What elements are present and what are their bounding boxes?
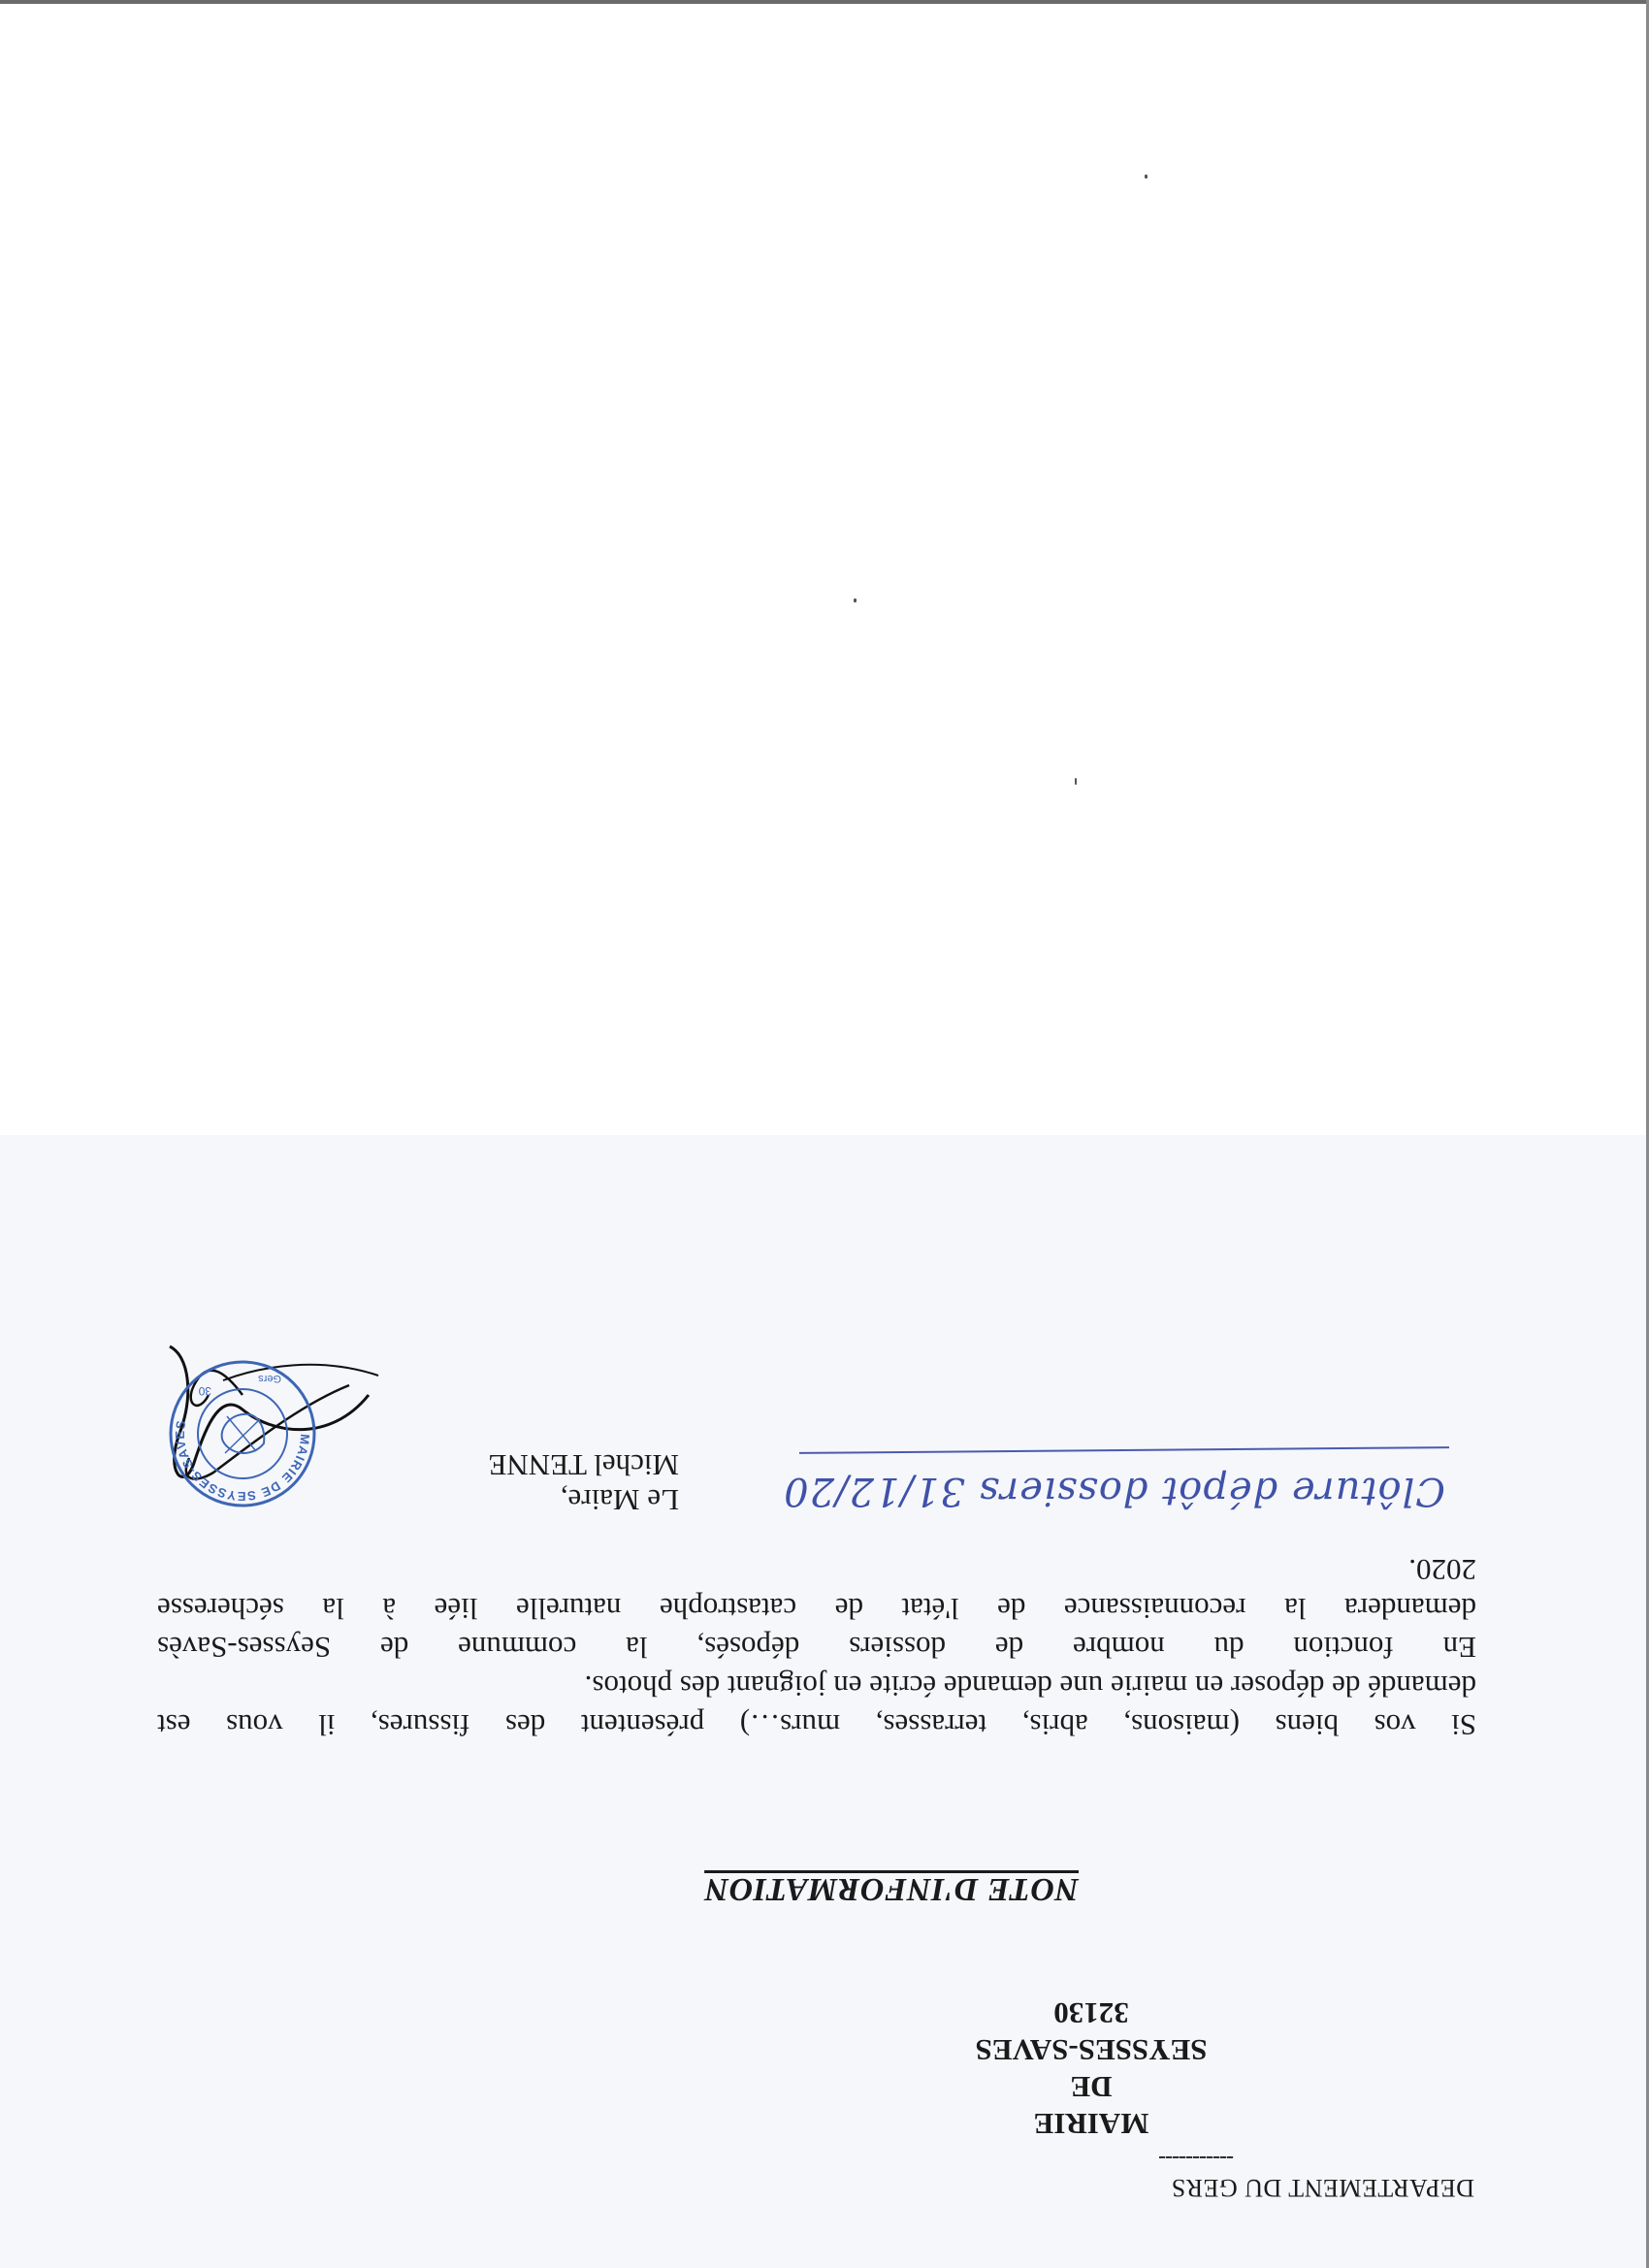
- mairie-line: DE: [1070, 2070, 1113, 2104]
- body-line: 2020.: [1408, 1553, 1476, 1587]
- department-heading: DEPARTEMENT DU GERS: [1171, 2174, 1474, 2202]
- body-line: En fonction du nombre de dossiers déposés, la commune de Seysses-Savès: [157, 1631, 1476, 1665]
- handwritten-underline: [799, 1446, 1449, 1454]
- body-line: Si vos biens (maisons, abris, terrasses, murs…) présentent des fissures, il vous est: [157, 1708, 1476, 1742]
- stamp-number: 30: [198, 1384, 211, 1398]
- mairie-line: MAIRIE: [1033, 2107, 1149, 2141]
- handwritten-note: Clôture dépôt dossiers 31/12/20: [783, 1469, 1445, 1513]
- postcode: 32130: [1053, 1996, 1129, 2030]
- body-text: [157, 1550, 1476, 1744]
- stamp-region: Gers: [258, 1373, 281, 1384]
- document-title: NOTE D'INFORMATION: [704, 1871, 1079, 1907]
- mairie-stamp: [165, 1356, 320, 1511]
- svg-text:MAIRIE DE SEYSSES-SAVES: [173, 1419, 312, 1505]
- separator: -----------: [1159, 2146, 1234, 2171]
- mairie-address: [863, 1994, 1319, 2142]
- mairie-line: SEYSSES-SAVES: [975, 2033, 1208, 2067]
- signatory-role: Le Maire,: [560, 1483, 679, 1517]
- body-line: demandé de déposer en mairie une demande écrite en joignant des photos.: [584, 1669, 1476, 1703]
- signatory-name: Michel TENNE: [488, 1448, 679, 1482]
- stamp-text: MAIRIE DE SEYSSES-SAVES: [172, 1418, 313, 1505]
- body-line: demandera la reconnaissance de l'état de catastrophe naturelle liée à la sécheresse: [157, 1592, 1476, 1626]
